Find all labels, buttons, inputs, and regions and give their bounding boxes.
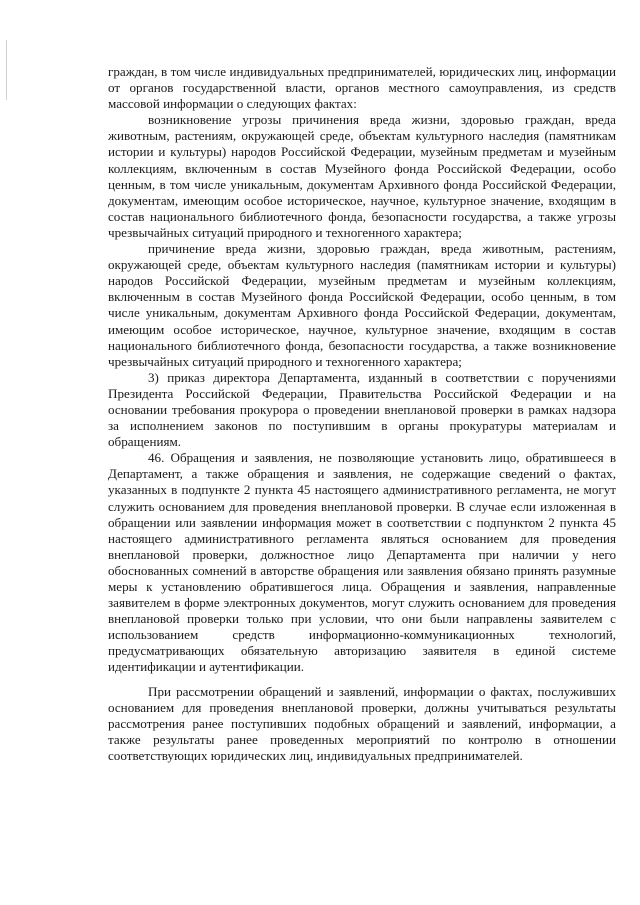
document-page (108, 64, 616, 764)
paragraph-threat: возникновение угрозы причинения вреда жизни, здоровью граждан, вреда животным, растениям, окружающей среде, объектам культурного наследия (памятникам истории и культуры) народов Российской Федерации, музейным предметам и музейным коллекциям, включенным в состав Музейного фонда Российской Федерации, особо ценным, в том числе уникальным, документам Архивного фонда Российской Федерации, документам, имеющим особое историческое, научное, культурное значение, входящим в состав национального библиотечного фонда, безопасности государства, а также угрозы чрезвычайных ситуаций природного и техногенного характера; (108, 112, 616, 240)
paragraph-harm: причинение вреда жизни, здоровью граждан, вреда животным, растениям, окружающей среде, объектам культурного наследия (памятникам истории и культуры) народов Российской Федерации, музейным предметам и музейным коллекциям, включенным в состав Музейного фонда Российской Федерации, особо ценным, в том числе уникальным, документам Архивного фонда Российской Федерации, документам, имеющим особое историческое, научное, культурное значение, входящим в состав национального библиотечного фонда, безопасности государства, а также возникновение чрезвычайных ситуаций природного и техногенного характера; (108, 241, 616, 369)
paragraph-clause-46: 46. Обращения и заявления, не позволяющие установить лицо, обратившееся в Департамент, а также обращения и заявления, не содержащие сведений о фактах, указанных в подпункте 2 пункта 45 настоящего административного регламента, не могут служить основанием для проведения внеплановой проверки. В случае если изложенная в обращении или заявлении информация может в соответствии с подпунктом 2 пункта 45 настоящего административного регламента являться основанием для проведения внеплановой проверки, должностное лицо Департамента при наличии у него обоснованных сомнений в авторстве обращения или заявления обязано принять разумные меры к установлению обратившегося лица. Обращения и заявления, направленные заявителем в форме электронных документов, могут служить основанием для проведения внеплановой проверки только при условии, что они были направлены заявителем с использованием средств информационно-коммуникационных технологий, предусматривающих обязательную авторизацию заявителя в единой системе идентификации и аутентификации. (108, 450, 616, 675)
paragraph-consideration: При рассмотрении обращений и заявлений, информации о фактах, послуживших основанием для проведения внеплановой проверки, должны учитываться результаты рассмотрения ранее поступивших подобных обращений и заявлений, информации, а также результаты ранее проведенных мероприятий по контролю в отношении соответствующих юридических лиц, индивидуальных предпринимателей. (108, 683, 616, 763)
paragraph-continuation: граждан, в том числе индивидуальных предпринимателей, юридических лиц, информации от органов государственной власти, органов местного самоуправления, из средств массовой информации о следующих фактах: (108, 64, 616, 112)
scan-margin-mark (6, 40, 7, 100)
paragraph-order: 3) приказ директора Департамента, изданный в соответствии с поручениями Президента Российской Федерации, Правительства Российской Федерации и на основании требования прокурора о проведении внеплановой проверки в рамках надзора за исполнением законов по поступившим в органы прокуратуры материалам и обращениям. (108, 369, 616, 450)
